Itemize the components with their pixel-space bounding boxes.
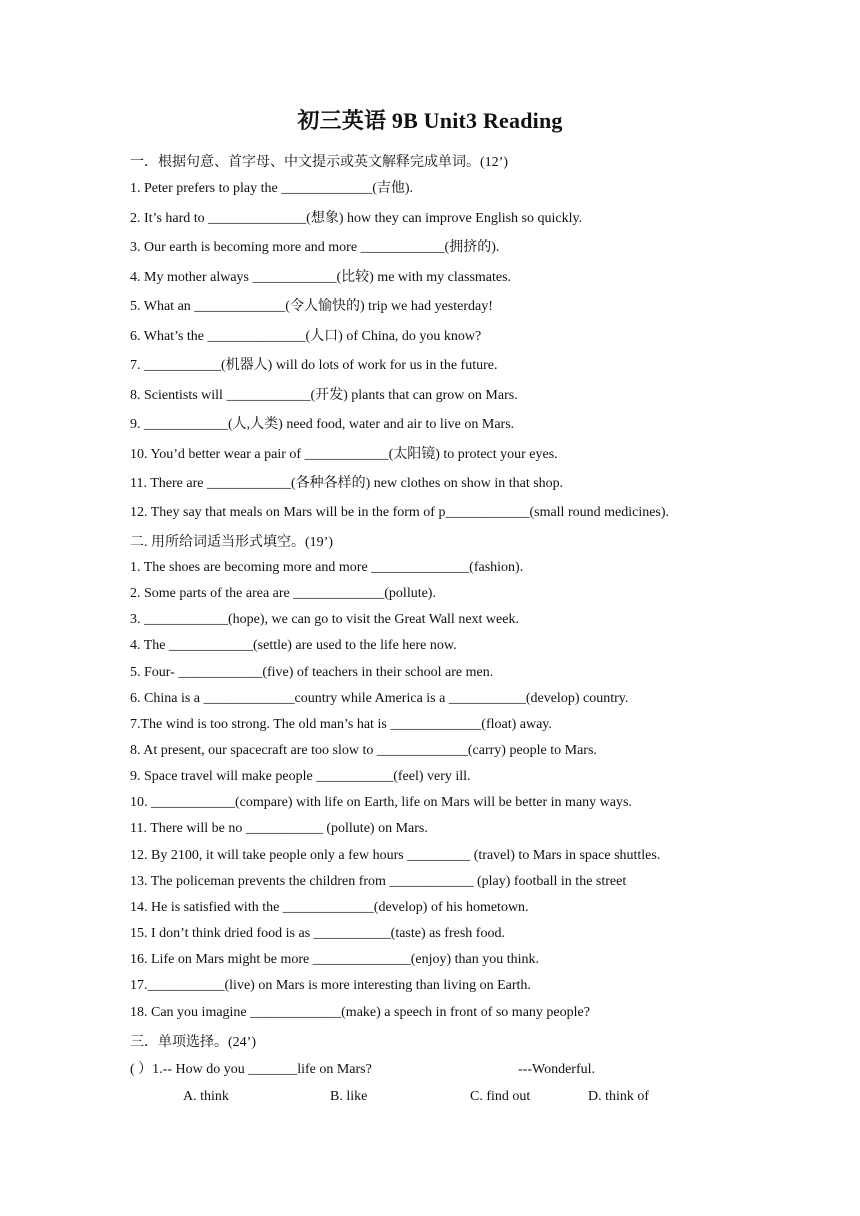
s2-item-6: 6. China is a _____________country while America is a ___________(develop) country. (130, 691, 629, 706)
section2-heading: 二. 用所给词适当形式填空。(19’) (130, 535, 333, 550)
s3-q1-option-d: D. think of (588, 1089, 650, 1104)
section1-heading: 一．根据句意、首字母、中文提示或英文解释完成单词。(12’) (130, 155, 508, 170)
s3-question-1: ( ）1.-- How do you _______life on Mars? (130, 1062, 372, 1077)
s3-question-1-answer: ---Wonderful. (518, 1062, 596, 1077)
s1-item-8: 8. Scientists will ____________(开发) plants that can grow on Mars. (130, 388, 518, 403)
s1-item-6: 6. What’s the ______________(人口) of China, do you know? (130, 329, 482, 344)
s1-item-11: 11. There are ____________(各种各样的) new clothes on show in that shop. (130, 476, 564, 491)
s2-item-2: 2. Some parts of the area are _____________(pollute). (130, 586, 436, 601)
s3-q1-option-b: B. like (330, 1089, 368, 1104)
s1-item-3: 3. Our earth is becoming more and more ____________(拥挤的). (130, 240, 500, 255)
s1-item-5: 5. What an _____________(令人愉快的) trip we had yesterday! (130, 299, 493, 314)
s2-item-1: 1. The shoes are becoming more and more ______________(fashion). (130, 560, 524, 575)
s2-item-8: 8. At present, our spacecraft are too slow to _____________(carry) people to Mars. (130, 743, 597, 758)
s2-item-15: 15. I don’t think dried food is as ___________(taste) as fresh food. (130, 926, 505, 941)
s2-item-10: 10. ____________(compare) with life on Earth, life on Mars will be better in many ways. (130, 795, 632, 810)
s1-item-9: 9. ____________(人,人类) need food, water and air to live on Mars. (130, 417, 515, 432)
s1-item-10: 10. You’d better wear a pair of ____________(太阳镜) to protect your eyes. (130, 447, 558, 462)
s2-item-9: 9. Space travel will make people ___________(feel) very ill. (130, 769, 471, 784)
s2-item-3: 3. ____________(hope), we can go to visit the Great Wall next week. (130, 612, 519, 627)
s1-item-2: 2. It’s hard to ______________(想象) how they can improve English so quickly. (130, 211, 583, 226)
s2-item-11: 11. There will be no ___________ (pollute) on Mars. (130, 821, 428, 836)
s1-item-7: 7. ___________(机器人) will do lots of work for us in the future. (130, 358, 498, 373)
s2-item-5: 5. Four- ____________(five) of teachers in their school are men. (130, 665, 494, 680)
s2-item-16: 16. Life on Mars might be more ______________(enjoy) than you think. (130, 952, 540, 967)
s3-q1-option-c: C. find out (470, 1089, 531, 1104)
s2-item-4: 4. The ____________(settle) are used to the life here now. (130, 638, 457, 653)
page-title: 初三英语 9B Unit3 Reading (297, 108, 563, 133)
s2-item-12: 12. By 2100, it will take people only a few hours _________ (travel) to Mars in space shuttles. (130, 848, 661, 863)
s2-item-18: 18. Can you imagine _____________(make) a speech in front of so many people? (130, 1005, 590, 1020)
s1-item-12: 12. They say that meals on Mars will be in the form of p____________(small round medicines). (130, 505, 670, 520)
s2-item-7: 7.The wind is too strong. The old man’s hat is _____________(float) away. (130, 717, 552, 732)
s2-item-17: 17.___________(live) on Mars is more interesting than living on Earth. (130, 978, 531, 993)
s1-item-4: 4. My mother always ____________(比较) me with my classmates. (130, 270, 512, 285)
section3-heading: 三．单项选择。(24’) (130, 1035, 256, 1050)
s2-item-13: 13. The policeman prevents the children from ____________ (play) football in the street (130, 874, 627, 889)
s1-item-1: 1. Peter prefers to play the _____________(吉他). (130, 181, 414, 196)
s3-q1-option-a: A. think (183, 1089, 229, 1104)
s2-item-14: 14. He is satisfied with the _____________(develop) of his hometown. (130, 900, 529, 915)
